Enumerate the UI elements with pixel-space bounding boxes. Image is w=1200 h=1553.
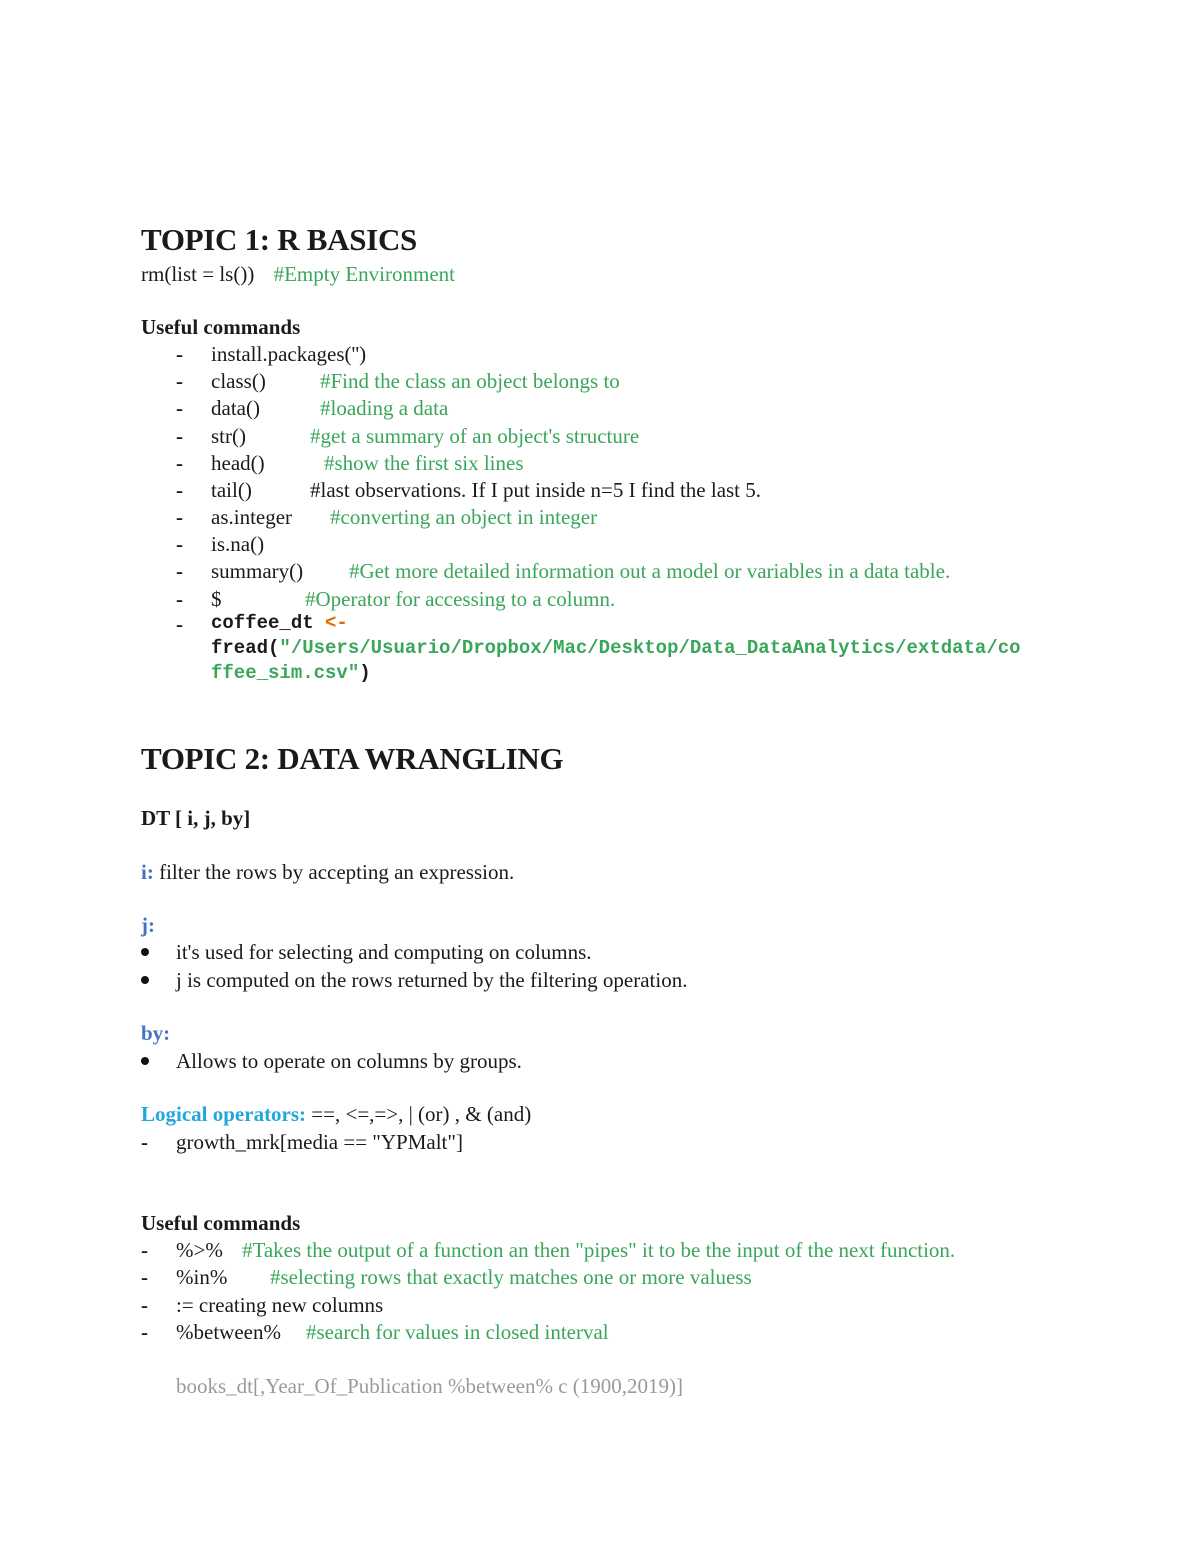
command-comment: #last observations. If I put inside n=5 I find the last 5. xyxy=(310,478,762,502)
command-text: summary() xyxy=(211,559,304,583)
between-example: books_dt[,Year_Of_Publication %between% c (1900,2019)] xyxy=(176,1374,684,1398)
code-line-2 xyxy=(211,637,1021,659)
list-dash: - xyxy=(176,532,183,556)
list-item xyxy=(211,451,265,476)
list-dash: - xyxy=(176,342,183,366)
code-line-1 xyxy=(211,612,348,634)
list-dash: - xyxy=(141,1265,148,1289)
bullet-icon xyxy=(141,1057,149,1065)
command-text: %in% xyxy=(176,1265,228,1289)
logical-operators-line xyxy=(141,1102,531,1127)
topic1-title: TOPIC 1: R BASICS xyxy=(141,222,417,257)
topic2-title: TOPIC 2: DATA WRANGLING xyxy=(141,741,564,776)
list-item xyxy=(211,587,222,612)
command-comment: #selecting rows that exactly matches one or more valuess xyxy=(270,1265,752,1289)
logical-text: ==, <=,=>, | (or) , & (and) xyxy=(311,1102,532,1126)
list-dash: - xyxy=(176,478,183,502)
list-dash: - xyxy=(141,1320,148,1344)
command-text: head() xyxy=(211,451,265,475)
command-comment: #Find the class an object belongs to xyxy=(320,369,620,393)
i-text: filter the rows by accepting an expression. xyxy=(159,860,515,884)
list-item xyxy=(176,1293,383,1318)
rm-code: rm(list = ls()) xyxy=(141,262,255,286)
j-bullet: j is computed on the rows returned by the filtering operation. xyxy=(176,968,688,992)
bullet-icon xyxy=(141,948,149,956)
j-label: j: xyxy=(141,913,155,937)
command-comment: #get a summary of an object's structure xyxy=(310,424,640,448)
code-variable: coffee_dt xyxy=(211,612,314,634)
code-path: "/Users/Usuario/Dropbox/Mac/Desktop/Data_DataAnalytics/extdata/co xyxy=(279,637,1021,659)
command-text: as.integer xyxy=(211,505,293,529)
list-item xyxy=(211,532,264,557)
command-comment: #loading a data xyxy=(320,396,449,420)
list-dash: - xyxy=(176,424,183,448)
i-label: i: xyxy=(141,860,154,884)
by-bullet: Allows to operate on columns by groups. xyxy=(176,1049,522,1073)
command-comment: #Get more detailed information out a model or variables in a data table. xyxy=(349,559,951,583)
code-line-3 xyxy=(211,662,371,684)
list-dash: - xyxy=(176,505,183,529)
command-text: tail() xyxy=(211,478,252,502)
logical-label: Logical operators: xyxy=(141,1102,307,1126)
list-item xyxy=(176,1265,227,1290)
list-item xyxy=(176,1238,223,1263)
command-text: str() xyxy=(211,424,246,448)
list-item xyxy=(211,369,266,394)
command-comment: #Takes the output of a function an then "pipes" it to be the input of the next function. xyxy=(242,1238,956,1262)
command-text: is.na() xyxy=(211,532,265,556)
list-item xyxy=(211,396,260,421)
list-dash: - xyxy=(176,396,183,420)
by-label: by: xyxy=(141,1021,171,1045)
j-bullet: it's used for selecting and computing on columns. xyxy=(176,940,592,964)
code-arrow: <- xyxy=(325,612,348,634)
list-dash: - xyxy=(176,612,183,636)
rm-comment: #Empty Environment xyxy=(273,262,455,286)
dt-syntax: DT [ i, j, by] xyxy=(141,806,251,830)
list-dash: - xyxy=(176,559,183,583)
command-text: class() xyxy=(211,369,266,393)
command-text: $ xyxy=(211,587,222,611)
list-item xyxy=(211,505,292,530)
topic2-useful-heading: Useful commands xyxy=(141,1211,301,1235)
command-text: := creating new columns xyxy=(176,1293,384,1317)
list-dash: - xyxy=(176,451,183,475)
list-dash: - xyxy=(141,1293,148,1317)
command-comment: #search for values in closed interval xyxy=(306,1320,609,1344)
list-item xyxy=(211,424,246,449)
command-comment: #show the first six lines xyxy=(324,451,524,475)
list-item xyxy=(211,342,366,367)
command-text: %>% xyxy=(176,1238,223,1262)
command-text: install.packages('') xyxy=(211,342,367,366)
i-definition xyxy=(141,860,514,885)
list-dash: - xyxy=(141,1130,148,1154)
command-comment: #Operator for accessing to a column. xyxy=(305,587,616,611)
code-close-paren: ) xyxy=(359,662,371,684)
code-path-end: ffee_sim.csv" xyxy=(211,662,360,684)
bullet-icon xyxy=(141,976,149,984)
list-item xyxy=(211,559,303,584)
rm-line xyxy=(141,262,455,287)
list-item xyxy=(211,478,252,503)
list-dash: - xyxy=(141,1238,148,1262)
list-dash: - xyxy=(176,369,183,393)
command-text: data() xyxy=(211,396,260,420)
list-item xyxy=(176,1320,281,1345)
list-dash: - xyxy=(176,587,183,611)
topic1-useful-heading: Useful commands xyxy=(141,315,301,339)
logical-example: growth_mrk[media == "YPMalt"] xyxy=(176,1130,463,1154)
code-function: fread( xyxy=(211,637,280,659)
command-text: %between% xyxy=(176,1320,281,1344)
command-comment: #converting an object in integer xyxy=(330,505,598,529)
